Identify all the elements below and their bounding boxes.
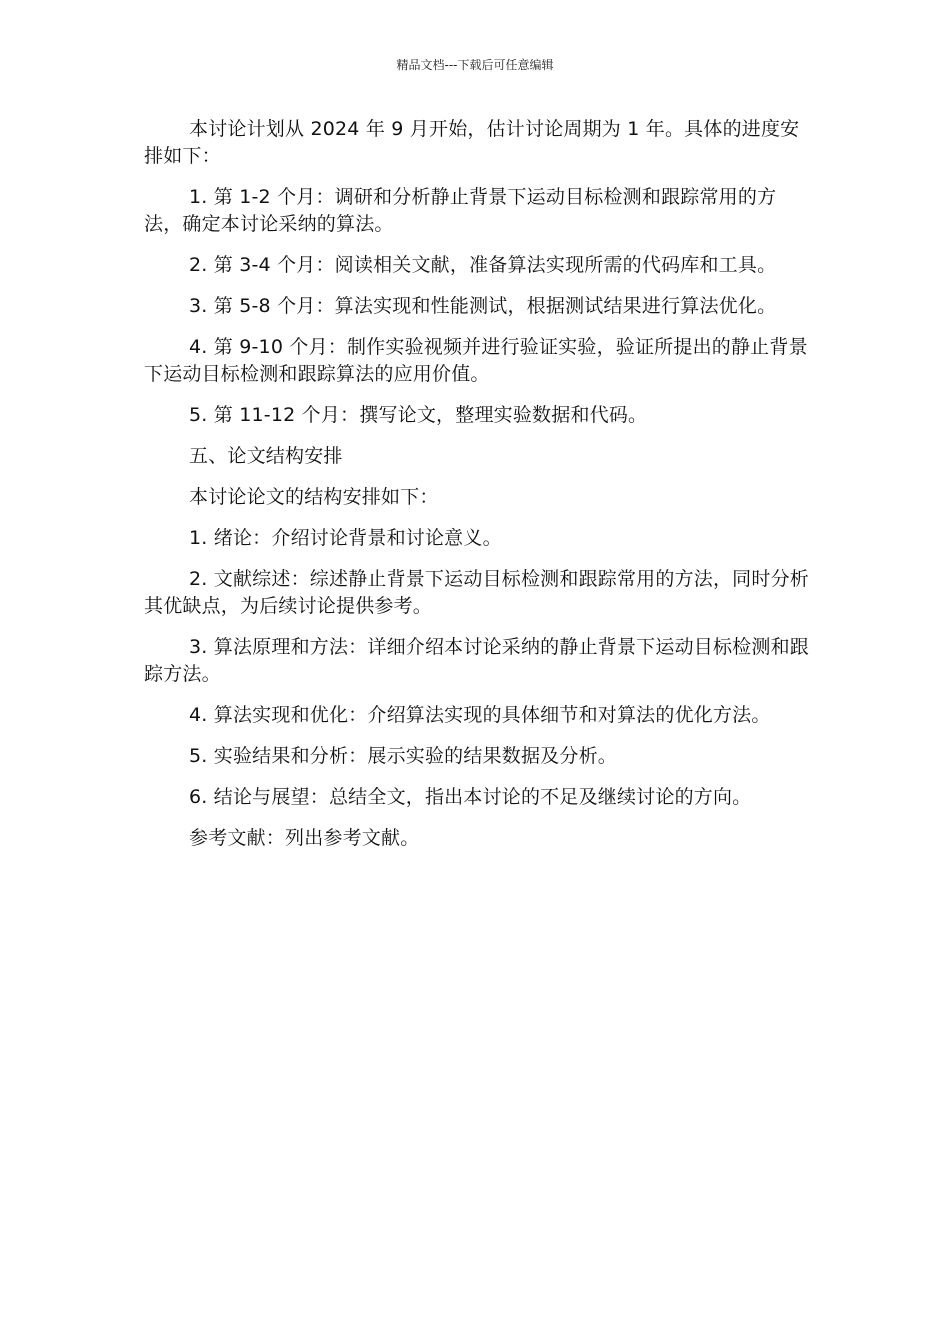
paragraph-structure-item-5: 5. 实验结果和分析：展示实验的结果数据及分析。: [189, 745, 617, 767]
paragraph-structure-item-2: 2. 文献综述：综述静止背景下运动目标检测和跟踪常用的方法，同时分析其优缺点，为后续讨论提供参考。: [144, 568, 809, 617]
paragraph-schedule-intro: 本讨论计划从 2024 年 9 月开始，估计讨论周期为 1 年。具体的进度安排如下：: [144, 118, 800, 167]
paragraph-structure-item-1: 1. 绪论：介绍讨论背景和讨论意义。: [189, 527, 502, 549]
paragraph-schedule-item-5: 5. 第 11-12 个月：撰写论文，整理实验数据和代码。: [189, 404, 648, 426]
document-body: [144, 116, 814, 866]
page-header: 精品文档---下载后可任意编辑: [396, 58, 554, 72]
paragraph-schedule-item-4: 4. 第 9-10 个月：制作实验视频并进行验证实验，验证所提出的静止背景下运动目标检测和跟踪算法的应用价值。: [144, 336, 808, 385]
section-heading-structure: 五、论文结构安排: [189, 445, 343, 467]
paragraph-schedule-item-1: 1. 第 1-2 个月：调研和分析静止背景下运动目标检测和跟踪常用的方法，确定本讨论采纳的算法。: [144, 186, 777, 235]
paragraph-schedule-item-3: 3. 第 5-8 个月：算法实现和性能测试，根据测试结果进行算法优化。: [189, 295, 777, 317]
paragraph-schedule-item-2: 2. 第 3-4 个月：阅读相关文献，准备算法实现所需的代码库和工具。: [189, 254, 777, 276]
paragraph-structure-item-4: 4. 算法实现和优化：介绍算法实现的具体细节和对算法的优化方法。: [189, 704, 771, 726]
paragraph-structure-intro: 本讨论论文的结构安排如下：: [189, 486, 439, 508]
paragraph-structure-item-6: 6. 结论与展望：总结全文，指出本讨论的不足及继续讨论的方向。: [189, 786, 752, 808]
paragraph-references: 参考文献：列出参考文献。: [189, 827, 420, 849]
paragraph-structure-item-3: 3. 算法原理和方法：详细介绍本讨论采纳的静止背景下运动目标检测和跟踪方法。: [144, 636, 809, 685]
